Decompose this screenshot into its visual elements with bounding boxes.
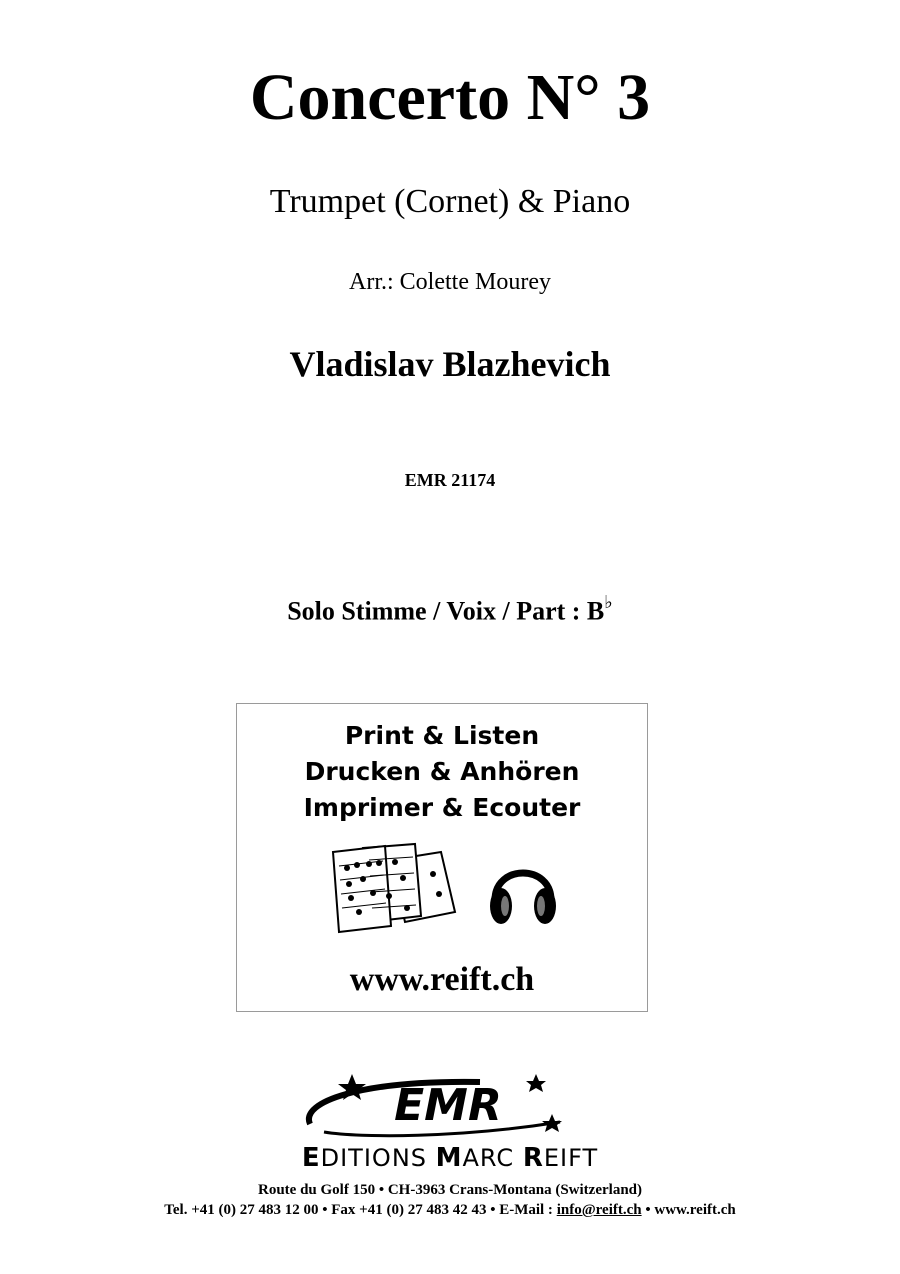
flat-accidental: ♭: [604, 592, 613, 612]
emr-logo: [300, 1072, 600, 1142]
headphones-icon: [485, 850, 561, 930]
composer: Vladislav Blazhevich: [289, 344, 611, 384]
promo-line-english: Print & Listen: [344, 721, 540, 750]
catalog-number: EMR 21174: [404, 470, 496, 490]
promo-website: www.reift.ch: [349, 961, 535, 998]
promo-line-german: Drucken & Anhören: [304, 757, 580, 786]
subtitle: Trumpet (Cornet) & Piano: [269, 183, 631, 220]
publisher-name: EDITIONS MARC REIFT: [301, 1143, 599, 1173]
part-label: [0, 586, 900, 630]
promo-line-french: Imprimer & Ecouter: [303, 793, 581, 822]
part-text: Solo Stimme / Voix / Part : B: [287, 596, 605, 626]
print-listen-box: [236, 703, 648, 1012]
publisher-address: Route du Golf 150 • CH-3963 Crans-Montana (Switzerland): [258, 1182, 642, 1198]
contact-website: • www.reift.ch: [641, 1202, 736, 1218]
arranger: Arr.: Colette Mourey: [349, 269, 551, 295]
title: Concerto N° 3: [249, 61, 651, 134]
email-link[interactable]: info@reift.ch: [556, 1202, 642, 1218]
logo-text: EMR: [394, 1080, 502, 1131]
publisher-contact: [0, 1200, 900, 1220]
sheet-music-icon: [329, 838, 459, 938]
contact-phone-fax: Tel. +41 (0) 27 483 12 00 • Fax +41 (0) 27 483 42 43 • E-Mail :: [164, 1202, 557, 1218]
